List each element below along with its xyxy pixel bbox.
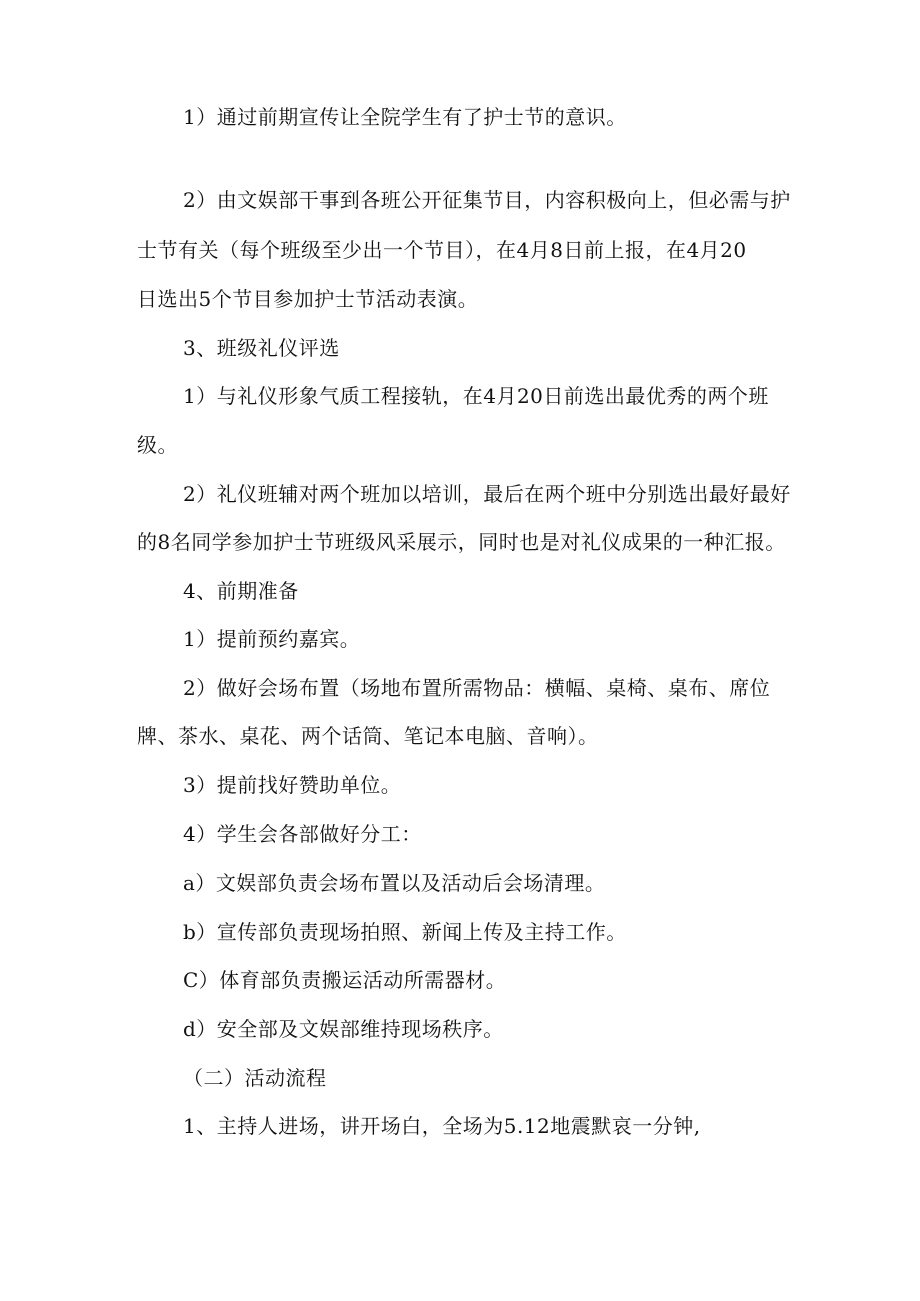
section-heading: 3、班级礼仪评选: [183, 336, 340, 360]
paragraph-line: 2）由文娱部干事到各班公开征集节目，内容积极向上，但必需与护: [183, 188, 791, 212]
list-item: a）文娱部负责会场布置以及活动后会场清理。: [183, 871, 606, 895]
list-item: b）宣传部负责现场拍照、新闻上传及主持工作。: [183, 920, 627, 944]
section-heading: 4、前期准备: [183, 579, 299, 603]
paragraph-line: 的8名同学参加护士节班级风采展示，同时也是对礼仪成果的一种汇报。: [137, 530, 786, 554]
list-item: 3）提前找好赞助单位。: [183, 773, 402, 797]
paragraph-line: 1）通过前期宣传让全院学生有了护士节的意识。: [183, 105, 627, 129]
list-item: 2）做好会场布置（场地布置所需物品：横幅、桌椅、桌布、席位: [183, 676, 771, 700]
list-item: C）体育部负责搬运活动所需器材。: [183, 968, 507, 992]
paragraph-line: 2）礼仪班辅对两个班加以培训，最后在两个班中分别选出最好最好: [183, 482, 791, 506]
paragraph-line: 1）与礼仪形象气质工程接轨，在4月20日前选出最优秀的两个班: [183, 384, 769, 408]
paragraph-line: 日选出5个节目参加护士节活动表演。: [137, 287, 479, 311]
list-item: 1）提前预约嘉宾。: [183, 627, 361, 651]
paragraph-line: 牌、茶水、桌花、两个话筒、笔记本电脑、音响）。: [137, 724, 599, 748]
list-item: 4）学生会各部做好分工：: [183, 822, 422, 846]
paragraph-line: 1、主持人进场，讲开场白，全场为5.12地震默哀一分钟,: [183, 1114, 701, 1138]
section-heading: （二）活动流程: [183, 1066, 327, 1090]
paragraph-line: 级。: [137, 433, 178, 457]
list-item: d）安全部及文娱部维持现场秩序。: [183, 1017, 504, 1041]
paragraph-line: 士节有关（每个班级至少出一个节目），在4月8日前上报，在4月20: [137, 238, 747, 262]
